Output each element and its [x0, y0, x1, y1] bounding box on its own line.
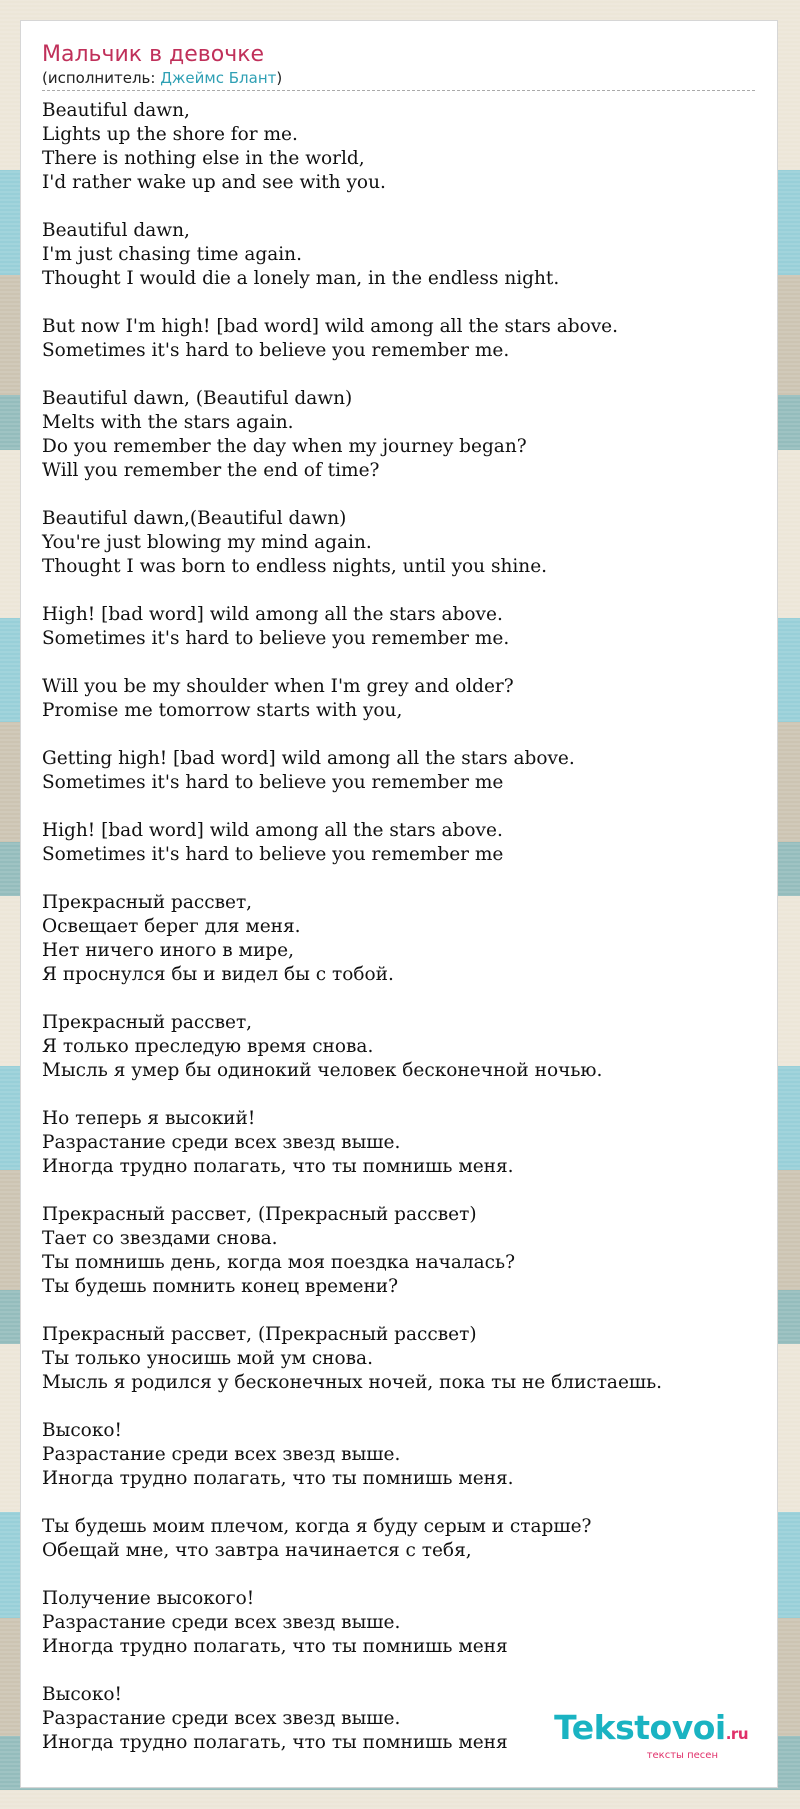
artist-link[interactable]: Джеймс Блант: [160, 69, 277, 87]
lyrics-line: Высоко!: [42, 1420, 122, 1441]
lyrics-line: Иногда трудно полагать, что ты помнишь меня.: [42, 1468, 514, 1489]
lyrics-line: Разрастание среди всех звезд выше.: [42, 1612, 401, 1633]
lyrics-line: Ты только уносишь мой ум снова.: [42, 1348, 373, 1369]
lyrics-line: Нет ничего иного в мире,: [42, 940, 294, 961]
lyrics-line: High! [bad word] wild among all the stars above.: [42, 604, 503, 625]
lyrics-line: There is nothing else in the world,: [42, 148, 365, 169]
lyrics-stanza: [42, 1323, 762, 1395]
lyrics-line: But now I'm high! [bad word] wild among all the stars above.: [42, 316, 619, 337]
lyrics-stanza: [42, 1587, 762, 1659]
lyrics-line: Beautiful dawn, (Beautiful dawn): [42, 388, 353, 409]
lyrics-line: Getting high! [bad word] wild among all the stars above.: [42, 748, 575, 769]
logo-wordmark: [554, 1708, 748, 1751]
song-subtitle: [42, 69, 755, 87]
logo-tld: .ru: [725, 1725, 748, 1743]
lyrics-line: Do you remember the day when my journey began?: [42, 436, 527, 457]
lyrics-line: Я только преследую время снова.: [42, 1036, 374, 1057]
song-header: [42, 41, 755, 91]
lyrics-line: Мысль я родился у бесконечных ночей, пока ты не блистаешь.: [42, 1372, 663, 1393]
lyrics-line: Прекрасный рассвет,: [42, 892, 253, 913]
lyrics-line: Разрастание среди всех звезд выше.: [42, 1708, 401, 1729]
lyrics-stanza: [42, 891, 762, 987]
logo-name: Tekstovoi: [554, 1708, 726, 1747]
lyrics-line: Promise me tomorrow starts with you,: [42, 700, 403, 721]
lyrics-line: Мысль я умер бы одинокий человек бесконечной ночью.: [42, 1060, 603, 1081]
logo-tagline: тексты песен: [646, 1750, 718, 1761]
lyrics-line: Sometimes it's hard to believe you remember me: [42, 844, 504, 865]
lyrics-text: [42, 99, 762, 1755]
lyrics-stanza: [42, 1515, 762, 1563]
subtitle-prefix: (исполнитель:: [42, 69, 161, 87]
lyrics-line: Sometimes it's hard to believe you remember me.: [42, 340, 510, 361]
lyrics-card: [20, 20, 778, 1788]
lyrics-line: Разрастание среди всех звезд выше.: [42, 1444, 401, 1465]
lyrics-line: Lights up the shore for me.: [42, 124, 298, 145]
lyrics-stanza: [42, 1011, 762, 1083]
lyrics-line: Thought I would die a lonely man, in the endless night.: [42, 268, 560, 289]
lyrics-line: Иногда трудно полагать, что ты помнишь меня: [42, 1732, 508, 1753]
lyrics-stanza: [42, 99, 762, 195]
lyrics-stanza: [42, 507, 762, 579]
lyrics-line: Обещай мне, что завтра начинается с тебя,: [42, 1540, 472, 1561]
lyrics-line: Иногда трудно полагать, что ты помнишь меня.: [42, 1156, 514, 1177]
lyrics-line: Will you remember the end of time?: [42, 460, 380, 481]
lyrics-line: I'd rather wake up and see with you.: [42, 172, 386, 193]
lyrics-line: Я проснулся бы и видел бы с тобой.: [42, 964, 394, 985]
lyrics-line: Тает со звездами снова.: [42, 1228, 278, 1249]
lyrics-stanza: [42, 219, 762, 291]
lyrics-line: High! [bad word] wild among all the stars above.: [42, 820, 503, 841]
lyrics-line: Иногда трудно полагать, что ты помнишь меня: [42, 1636, 508, 1657]
lyrics-line: Прекрасный рассвет, (Прекрасный рассвет): [42, 1204, 477, 1225]
lyrics-line: Melts with the stars again.: [42, 412, 294, 433]
lyrics-stanza: [42, 603, 762, 651]
lyrics-line: Beautiful dawn,: [42, 100, 190, 121]
lyrics-stanza: [42, 747, 762, 795]
lyrics-line: Но теперь я высокий!: [42, 1108, 256, 1129]
lyrics-stanza: [42, 315, 762, 363]
lyrics-line: Sometimes it's hard to believe you remember me.: [42, 628, 510, 649]
lyrics-line: Ты будешь помнить конец времени?: [42, 1276, 399, 1297]
lyrics-line: Прекрасный рассвет, (Прекрасный рассвет): [42, 1324, 477, 1345]
lyrics-line: Получение высокого!: [42, 1588, 255, 1609]
lyrics-line: Разрастание среди всех звезд выше.: [42, 1132, 401, 1153]
lyrics-stanza: [42, 387, 762, 483]
lyrics-line: Will you be my shoulder when I'm grey and older?: [42, 676, 514, 697]
lyrics-line: Beautiful dawn,(Beautiful dawn): [42, 508, 347, 529]
lyrics-line: Beautiful dawn,: [42, 220, 190, 241]
lyrics-line: Освещает берег для меня.: [42, 916, 301, 937]
subtitle-suffix: ): [276, 69, 283, 87]
lyrics-stanza: [42, 1107, 762, 1179]
lyrics-stanza: [42, 1203, 762, 1299]
lyrics-line: Прекрасный рассвет,: [42, 1012, 253, 1033]
site-logo[interactable]: [554, 1708, 748, 1761]
lyrics-stanza: [42, 1419, 762, 1491]
lyrics-line: Ты помнишь день, когда моя поездка началась?: [42, 1252, 516, 1273]
lyrics-line: I'm just chasing time again.: [42, 244, 302, 265]
lyrics-line: Ты будешь моим плечом, когда я буду серым и старше?: [42, 1516, 592, 1537]
lyrics-line: Высоко!: [42, 1684, 122, 1705]
lyrics-line: You're just blowing my mind again.: [42, 532, 372, 553]
lyrics-line: Thought I was born to endless nights, until you shine.: [42, 556, 548, 577]
lyrics-stanza: [42, 675, 762, 723]
lyrics-stanza: [42, 819, 762, 867]
lyrics-line: Sometimes it's hard to believe you remember me: [42, 772, 504, 793]
song-title: Мальчик в девочке: [42, 42, 265, 67]
